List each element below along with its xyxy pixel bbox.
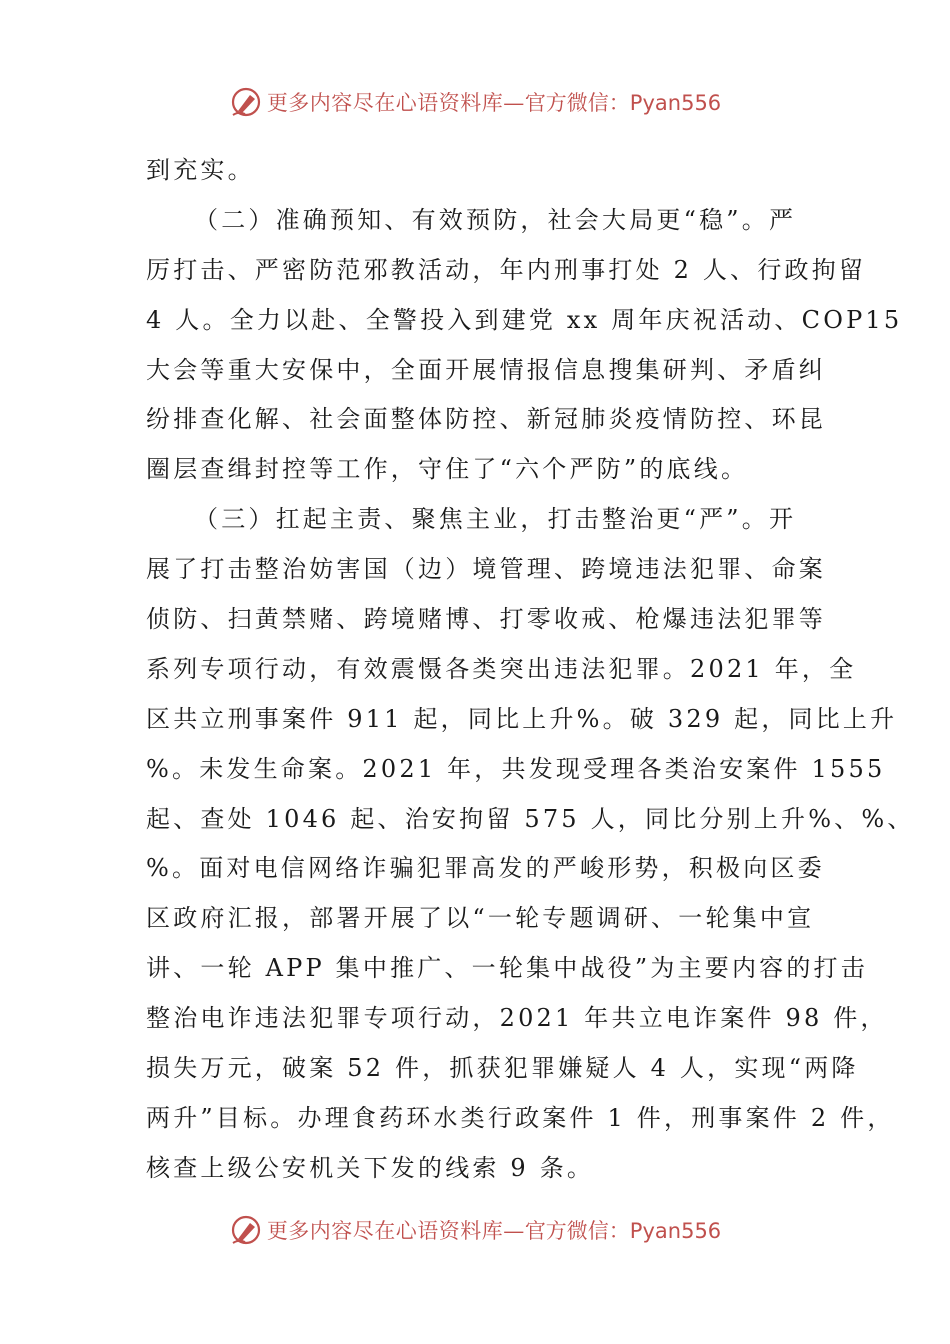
text-line: 到充实。 xyxy=(146,156,255,184)
text-line: 4 人。全力以赴、全警投入到建党 xx 周年庆祝活动、COP15 xyxy=(146,305,903,334)
text-line: 大会等重大安保中，全面开展情报信息搜集研判、矛盾纠 xyxy=(146,355,826,384)
text-line: 核查上级公安机关下发的线索 9 条。 xyxy=(146,1153,595,1182)
text-line: 区政府汇报，部署开展了以“一轮专题调研、一轮集中宣 xyxy=(146,904,815,933)
pen-nib-circle-icon xyxy=(229,85,263,119)
brand-text: 更多内容尽在心语资料库— xyxy=(266,91,525,115)
section-heading-line: （二）准确预知、有效预防，社会大局更“稳”。严 xyxy=(194,205,797,234)
text-line: %。面对电信网络诈骗犯罪高发的严峻形势，积极向区委 xyxy=(146,854,825,883)
text-line: %。未发生命案。2021 年，共发现受理各类治安案件 1555 xyxy=(146,754,886,783)
pen-nib-circle-icon xyxy=(229,1213,263,1247)
text-line: 侦防、扫黄禁赌、跨境赌博、打零收戒、枪爆违法犯罪等 xyxy=(146,605,826,634)
wechat-text: 官方微信：Pyan556 xyxy=(524,1219,722,1243)
brand-text: 更多内容尽在心语资料库— xyxy=(266,1219,525,1243)
text-line: 讲、一轮 APP 集中推广、一轮集中战役”为主要内容的打击 xyxy=(146,954,868,983)
text-line: 损失万元，破案 52 件，抓获犯罪嫌疑人 4 人，实现“两降 xyxy=(146,1054,859,1083)
footer-watermark-banner xyxy=(0,1208,950,1252)
header-watermark-banner xyxy=(0,80,950,124)
section-heading-line: （三）扛起主责、聚焦主业，打击整治更“严”。开 xyxy=(194,505,797,534)
wechat-text: 官方微信：Pyan556 xyxy=(524,91,722,115)
text-line: 纷排查化解、社会面整体防控、新冠肺炎疫情防控、环昆 xyxy=(146,405,826,434)
document-body xyxy=(146,146,915,1194)
text-line: 厉打击、严密防范邪教活动，年内刑事打处 2 人、行政拘留 xyxy=(146,255,867,284)
text-line: 两升”目标。办理食药环水类行政案件 1 件，刑事案件 2 件， xyxy=(146,1103,895,1132)
text-line: 整治电诈违法犯罪专项行动，2021 年共立电诈案件 98 件， xyxy=(146,1004,888,1033)
text-line: 圈层查缉封控等工作，守住了“六个严防”的底线。 xyxy=(146,455,749,484)
text-line: 起、查处 1046 起、治安拘留 575 人，同比分别上升%、%、 xyxy=(146,804,915,833)
text-line: 区共立刑事案件 911 起，同比上升%。破 329 起，同比上升 xyxy=(146,704,898,733)
text-line: 系列专项行动，有效震慑各类突出违法犯罪。2021 年，全 xyxy=(146,654,857,683)
text-line: 展了打击整治妨害国（边）境管理、跨境违法犯罪、命案 xyxy=(146,555,826,584)
